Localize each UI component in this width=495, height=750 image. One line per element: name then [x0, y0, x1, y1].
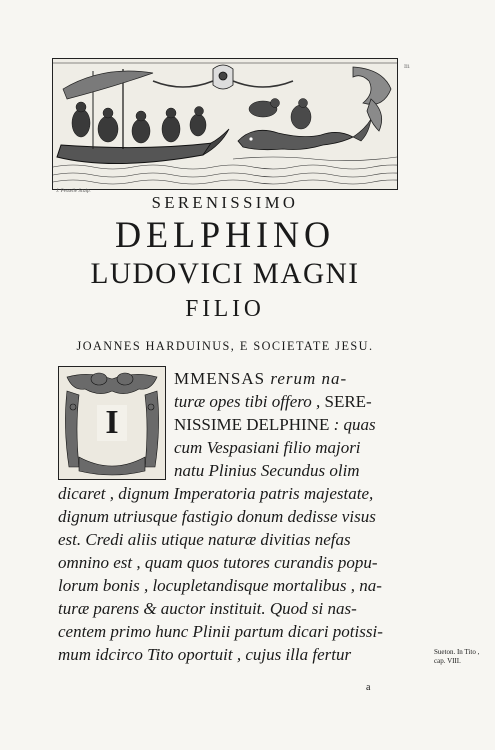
engraved-headpiece: [52, 58, 398, 190]
dedication-line-2: DELPHINO: [114, 215, 336, 256]
text-run: rerum na-: [265, 369, 348, 388]
text-caps: NISSIME DELPHINE: [174, 415, 330, 434]
text-line-9: omnino est , quam quos tutores curandis popu-: [58, 553, 378, 572]
dedication-line-1: SERENISSIMO: [151, 193, 299, 212]
text-line-12: centem primo hunc Plinii partum dicari potissi-: [58, 622, 383, 641]
decorated-initial: [58, 366, 166, 480]
author-line: JOANNES HARDUINUS, E SOCIETATE JESU.: [76, 339, 374, 353]
text-run: turæ opes tibi offero ,: [174, 392, 325, 411]
margin-note: Sueton. In Tito , cap. VIII.: [434, 648, 480, 665]
text-line-2: [174, 392, 372, 412]
text-line-7: dignum utriusque fastigio donum dedisse visus: [58, 507, 376, 526]
text-line-4: cum Vespasiani filio majori: [174, 438, 361, 457]
text-line-10: lorum bonis , locupletandisque mortalibus , na-: [58, 576, 382, 595]
text-caps: MMENSAS: [174, 369, 266, 388]
dedication-line-4: FILIO: [185, 296, 265, 322]
signature-mark: a: [366, 682, 371, 693]
engraver-credit: J. Pesselle Sculp.: [56, 189, 91, 194]
text-line-3: [174, 415, 376, 435]
text-line-13: mum idcirco Tito oportuit , cujus illa fertur: [58, 645, 352, 664]
text-line-6: dicaret , dignum Imperatoria patris majestate,: [58, 484, 374, 503]
text-run: : quas: [329, 415, 376, 434]
text-line-1: [174, 369, 347, 389]
text-line-8: est. Credi aliis utique naturæ divitias nefas: [58, 530, 351, 549]
text-caps: SERE-: [324, 392, 372, 411]
text-line-5: natu Plinius Secundus olim: [174, 461, 360, 480]
text-line-11: turæ parens & auctor instituit. Quod si nas-: [58, 599, 357, 618]
dedication-line-3: LUDOVICI MAGNI: [90, 257, 360, 290]
engraving-illustration: [53, 59, 397, 189]
initial-letter: I: [97, 405, 127, 441]
corner-mark: m: [404, 63, 410, 70]
